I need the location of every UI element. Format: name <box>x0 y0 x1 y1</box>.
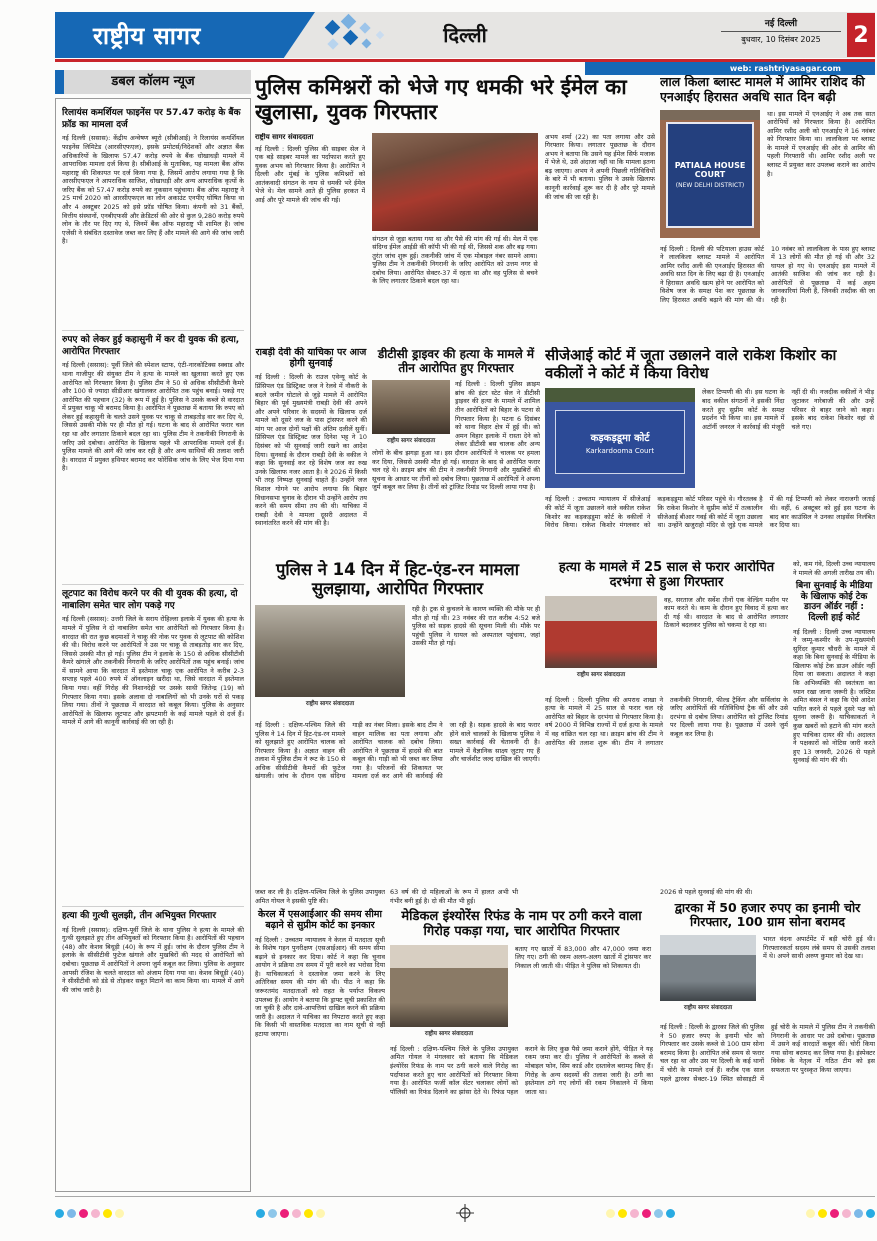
photo-karkardooma-court-sign <box>545 388 695 488</box>
sign-text: कड़कड़डूमा कोर्ट <box>590 432 650 444</box>
article-threat-emails <box>255 75 655 339</box>
article-headline: सीजेआई कोर्ट में जूता उछालने वाले राकेश किशोर का वकीलों ने कोर्ट में किया विरोध <box>545 347 837 382</box>
article-dtc-driver <box>372 347 540 553</box>
article-continuation: जब्त कर ली है। दक्षिण-पश्चिम जिले के पुलिस उपायुक्त अमित गोयल ने इसकी पुष्टि की। <box>255 888 385 905</box>
article-hit-and-run <box>255 560 540 880</box>
color-bar-dots <box>55 1209 124 1218</box>
article-headline: रिलायंस कमर्शियल फाइनेंस पर 57.47 करोड़ के बैंक फ्रॉड का मामला दर्ज <box>62 108 241 130</box>
article-headline: रुपए को लेकर हुई कहासुनी में कर दी युवक की हत्या, आरोपित गिरफ्तार <box>62 335 240 357</box>
photo-caption: राष्ट्रीय सागर संवाददाता <box>386 438 436 445</box>
sign-text: Karkardooma Court <box>585 446 655 455</box>
photo-police-team <box>372 133 537 231</box>
article-headline: द्वारका में 50 हजार रुपए का इनामी चोर गिरफ्तार, 100 ग्राम सोना बरामद <box>674 899 861 930</box>
masthead <box>55 12 875 74</box>
article-kerala-sir <box>255 888 385 1190</box>
article-body: नई दिल्ली : दिल्ली पुलिस की साइबर सेल ने एक बड़े साइबर मामले का पर्दाफाश करते हुए युवक अभय को गिरफ्तार किया है। आरोपित ने दिल्ली और मुंबई के पुलिस कमिश्नरों को आतंकवादी संगठन के नाम से धमकी भरे ईमेल भेजे थे। मेल सामने आते ही पुलिस हरकत में आई और पूरे मामले की जांच की गई। <box>255 144 366 204</box>
article-body: नई दिल्ली : दक्षिण-पश्चिम जिले की पुलिस ने 14 दिन में हिट-एंड-रन मामले को सुलझाते हुए आरोपित चालक को गिरफ्तार किया है। अज्ञात वाहन की तलाश में पुलिस टीम ने रूट के 150 से अधिक सीसीटीवी कैमरों की फुटेज खंगाली। जांच के दौरान एक संदिग्ध गाड़ी का नंबर मिला। इसके बाद टीम ने वाहन मालिक का पता लगाया और आरोपित चालक को दबोच लिया। आरोपित ने पूछताछ में हादसे की बात कबूल की। गाड़ी को भी जब्त कर लिया गया है। परिजनों की शिकायत पर मामला दर्ज कर आगे की कार्रवाई की जा रही है। सड़क हादसे के बाद फरार होने वाले चालकों के खिलाफ पुलिस ने सख्त कार्रवाई की चेतावनी दी है। मामले में वैज्ञानिक साक्ष्य जुटाए गए हैं और चार्जशीट जल्द दाखिल की जाएगी। <box>255 720 540 781</box>
article-headline: हत्या की गुत्थी सुलझी, तीन अभियुक्त गिरफ्तार <box>62 911 217 921</box>
article-headline: लाल किला ब्लास्ट मामले में आमिर राशिद की एनआईए हिरासत अवधि सात दिन बढ़ी <box>660 75 865 104</box>
court-sign-board <box>555 410 685 474</box>
photo-caption: राष्ट्रीय सागर संवाददाता <box>576 671 626 678</box>
registration-mark-icon <box>456 1204 474 1222</box>
article-headline: केरल में एसआईआर की समय सीमा बढ़ाने से सुप्रीम कोर्ट का इनकार <box>258 909 382 932</box>
main-headline: पुलिस कमिश्नरों को भेजे गए धमकी भरे ईमेल का खुलासा, युवक गिरफ्तार <box>255 75 627 124</box>
article-body: नई दिल्ली : दक्षिण-पश्चिम जिले के पुलिस उपायुक्त अमित गोयल ने मंगलवार को बताया कि मेडिकल इंश्योरेंस रिफंड के नाम पर ठगी करने वाले गिरोह का पर्दाफाश करते हुए चार आरोपितों को गिरफ्तार किया गया है। आरोपित फर्जी कॉल सेंटर चलाकर लोगों को पॉलिसी का रिफंड दिलाने का झांसा देते थे। रिफंड पहल कराने के लिए कुछ पैसे जमा कराने होंगे, पीड़ित ने यह रकम जमा कर दी। पुलिस ने आरोपितों के कब्जे से मोबाइल फोन, सिम कार्ड और दस्तावेज बरामद किए हैं। गिरोह के अन्य सदस्यों की तलाश जारी है। ठगी का इस्तेमाल ठगे गए लोगों की रकम निकालने में किया जाता था। <box>390 1044 653 1096</box>
photo-police-with-accused <box>255 605 405 697</box>
article-body: नई दिल्ली : उच्चतम न्यायालय में सीजेआई की कोर्ट में जूता उछालने वाले वकील राकेश किशोर का कड़कड़डूमा कोर्ट के वकीलों ने विरोध किया। राकेश किशोर मंगलवार को कड़कड़डूमा कोर्ट परिसर पहुंचे थे। गौरतलब है कि राकेश किशोर ने सुप्रीम कोर्ट में तत्कालीन सीजेआई बीआर गवई की कोर्ट में जूता उछाला था। उन्होंने खजुराहो मंदिर से जुड़े एक मामले में की गई टिप्पणी को लेकर नाराजगी जताई थी। वहीं, 6 अक्टूबर को हुई इस घटना के बाद बार काउंसिल ने उनका लाइसेंस निलंबित कर दिया था। <box>545 495 875 530</box>
left-column-box <box>55 98 251 1192</box>
article-body: नई दिल्ली (ससास): पूर्वी जिले की स्पेशल स्टाफ, एंटी-नारकोटिक्स स्क्वाड और थाना गाजीपुर की संयुक्त टीम ने हत्या के मामले का खुलासा करते हुए एक आरोपित को गिरफ्तार किया है। पुलिस टीम ने 50 से अधिक सीसीटीवी कैमरे और 100 से ज्यादा सीडीआर खंगालकर आरोपित तक पहुंच बनाई। पकड़े गए आरोपित की पहचान (32) के रूप में हुई है। पुलिस ने उसके कब्जे से वारदात में प्रयुक्त चाकू भी बरामद किया है। आरोपित ने पूछताछ में बताया कि रुपए को लेकर हुई कहासुनी के चलते उसने युवक पर चाकू से ताबड़तोड़ वार कर दिए थे, जिससे उसकी मौके पर ही मौत हो गई। घटना के बाद से आरोपित फरार चल रहा था और लगातार ठिकाने बदल रहा था। पुलिस टीम ने तकनीकी निगरानी के जरिए उसे दबोचा। आरोपित के खिलाफ पहले भी आपराधिक मामले दर्ज हैं। पुलिस मामले की आगे की जांच कर रही है और अन्य साथियों की तलाश जारी है। वारदात में प्रयुक्त हथियार बरामद कर फोरेंसिक जांच के लिए भेज दिया गया है। <box>62 361 244 473</box>
article-body: लेकर टिप्पणी की थी। इस घटना के बाद वकील संगठनों ने इसकी निंदा करते हुए सुप्रीम कोर्ट के समक्ष प्रदर्शन भी किया था। इस मामले में अटॉर्नी जनरल ने कार्रवाई की मंजूरी नहीं दी थी। नजदीक वकीलों ने भीड़ जुटाकर नारेबाजी की और उन्हें परिसर से बाहर जाने को कहा। इसके बाद राकेश किशोर वहां से चले गए। <box>702 388 874 431</box>
article-fugitive-darbhanga <box>545 560 788 880</box>
article-continuation: 2026 से पहले सुनवाई की मांग की थी। <box>660 888 753 896</box>
sign-text: (NEW DELHI DISTRICT) <box>675 181 745 189</box>
article-dwarka-gold-theft <box>660 888 875 1190</box>
section-title: दिल्ली <box>443 23 487 47</box>
photo-caption: राष्ट्रीय सागर संवाददाता <box>305 700 355 707</box>
article-body: नई दिल्ली : उच्चतम न्यायालय ने केरल में मतदाता सूची के विशेष गहन पुनरीक्षण (एसआईआर) की समय सीमा बढ़ाने से इनकार कर दिया। कोर्ट ने कहा कि चुनाव आयोग ने प्रक्रिया तय समय में पूरी करने का भरोसा दिया है। याचिकाकर्ता ने दस्तावेज जमा करने के लिए अतिरिक्त समय की मांग की थी। पीठ ने कहा कि जरूरतमंद मतदाताओं को राहत के पर्याप्त विकल्प उपलब्ध हैं। आयोग ने बताया कि ड्राफ्ट सूची प्रकाशित की जा चुकी है और दावे-आपत्तियां दाखिल करने की प्रक्रिया जारी है। अदालत ने याचिका का निपटारा करते हुए कहा कि किसी भी वास्तविक मतदाता का नाम सूची से नहीं हटाया जाएगा। <box>255 935 385 1038</box>
photo-arrested-accused <box>372 380 450 434</box>
photo-caption: राष्ट्रीय सागर संवाददाता <box>424 1030 474 1037</box>
photo-crime-branch-team <box>545 596 657 668</box>
article-body: नई दिल्ली : दिल्ली के द्वारका जिले की पुलिस ने 50 हजार रुपए के इनामी चोर को गिरफ्तार कर उसके कब्जे से 100 ग्राम सोना बरामद किया है। आरोपित लंबे समय से फरार चल रहा था और उस पर दिल्ली के कई थानों में चोरी के मामले दर्ज हैं। करीब एक साल पहले द्वारका सेक्टर-19 स्थित सोसाइटी में हुई चोरी के मामले में पुलिस टीम ने तकनीकी निगरानी के आधार पर उसे दबोचा। पूछताछ में उसने कई वारदातें कबूल कीं। चोरी किया गया सोना बरामद कर लिया गया है। इंस्पेक्टर विवेक के नेतृत्व में गठित टीम को इस सफलता पर पुरस्कृत किया जाएगा। <box>660 1023 875 1083</box>
article-headline: मेडिकल इंश्योरेंस रिफंड के नाम पर ठगी करने वाला गिरोह पकड़ा गया, चार आरोपित गिरफ्तार <box>401 909 642 940</box>
article-cji-shoe-protest <box>545 347 875 553</box>
article-body: संगठन से जुड़ा बताया गया था और पैसे की मांग की गई थी। मेल में एक संदिग्ध ईमेल आईडी की कॉपी भी की गई थी, जिससे शक और बढ़ गया। तुरंत जांच शुरू हुई। तकनीकी जांच में एक मोबाइल नंबर सामने आया। पुलिस टीम ने तकनीकी निगरानी के जरिए आरोपित को उत्तम नगर से दबोच लिया। आरोपित सेक्टर-37 में रहता था और वह पुलिस से बचने के लिए लगातार ठिकाने बदल रहा था। <box>372 234 538 286</box>
article-murder-mystery <box>62 906 244 1176</box>
article-headline: लूटपाट का विरोध करने पर की थी युवक की हत्या, दो नाबालिग समेत चार लोग पकड़े गए <box>62 589 238 611</box>
article-headline: हत्या के मामले में 25 साल से फरार आरोपित दरभंगा से हुआ गिरफ्तार <box>558 560 775 591</box>
article-continuation: 63 वर्ष की दो महिलाओं के रूप में हालत अभी भी गंभीर बनी हुई है। दो की मौत भी हुई। <box>390 888 518 905</box>
color-bar-dots <box>806 1209 875 1218</box>
article-body: नई दिल्ली : दिल्ली पुलिस की अपराध शाखा ने हत्या के मामले में 25 साल से फरार चल रहे आरोपित को बिहार के दरभंगा से गिरफ्तार किया है। वर्ष 2000 में विभिन्न राज्यों में दर्ज हत्या के मामले में वह वांछित चल रहा था। क्राइम ब्रांच की टीम ने आरोपित की तलाश शुरू की। टीम ने लगातार तकनीकी निगरानी, फील्ड ट्रैकिंग और सर्विलांस के जरिए आरोपितों की गतिविधियां ट्रैक कीं और उसे दरभंगा से दबोच लिया। आरोपित को ट्रांजिट रिमांड पर दिल्ली लाया गया है। पूछताछ में उसने जुर्म कबूल कर लिया है। <box>545 695 788 747</box>
article-quarrel-murder <box>62 330 244 580</box>
article-body: नई दिल्ली : दिल्ली के राउज एवेन्यू कोर्ट के प्रिंसिपल एंड डिस्ट्रिक्ट जज ने रेलवे में नौकरी के बदले जमीन घोटाले से जुड़े मामले में आरोपित बिहार की पूर्व मुख्यमंत्री राबड़ी देवी की अपने और अपने परिवार के सदस्यों के खिलाफ दर्ज मामले को दूसरे जज के पास ट्रांसफर करने की मांग पर आज दोनों पक्षों की अंतिम दलीलें सुनीं। प्रिंसिपल एंड डिस्ट्रिक्ट जज दिनेश भट्ट ने 10 दिसंबर को भी सुनवाई जारी रखने का आदेश दिया। सुनवाई के दौरान राबड़ी देवी के वकील ने कहा कि सुनवाई कर रहे विशेष जज का रुख उनके खिलाफ नजर आता है। वे 2026 में किसी भी तरह निष्पक्ष सुनवाई चाहते हैं। उन्होंने जज विशाल गोगने पर आरोप लगाया कि बिहार विधानसभा चुनाव के दौरान भी उन्होंने आरोप तय करने की समय सीमा तय की थी। याचिका में राबड़ी देवी ने मामला दूसरी अदालत में स्थानांतरित करने की मांग की है। <box>255 373 367 528</box>
website-strip: web: rashtriyasagar.com <box>585 62 875 75</box>
article-body: नई दिल्ली : दिल्ली की पटियाला हाउस कोर्ट ने लालकिला ब्लास्ट मामले में आरोपित आमिर रशीद अली की एनआईए हिरासत की अवधि सात दिन के लिए बढ़ा दी है। एनआईए ने हिरासत अवधि खत्म होने पर आरोपित को विशेष जज के समक्ष पेश कर पूछताछ के लिए हिरासत अवधि बढ़ाने की मांग की थी। 10 नवंबर को लालकिला के पास हुए ब्लास्ट में 13 लोगों की मौत हो गई थी और 32 घायल हो गए थे। एनआईए इस मामले में आतंकी साजिश की जांच कर रही है। आरोपितों से पूछताछ में कई अहम जानकारियां मिली हैं, जिनकी तस्दीक की जा रही है। <box>660 244 875 304</box>
edition-date: बुधवार, 10 दिसंबर 2025 <box>741 35 821 44</box>
article-body: अभय शर्मा (22) का पता लगाया और उसे गिरफ्तार किया। लगातार पूछताछ के दौरान अभय ने बताया कि उसने यह ईमेल सिर्फ मजाक में भेजे थे, उसे अंदाजा नहीं था कि मामला इतना बढ़ जाएगा। अभय ने अपनी पिछली गतिविधियों के बारे में भी बताया। पुलिस ने उसके खिलाफ कानूनी कार्रवाई शुरू कर दी है और पूरे मामले की जांच की जा रही है। <box>544 132 655 201</box>
page-number-badge: 2 <box>847 13 875 57</box>
color-bar-dots <box>606 1209 675 1218</box>
article-headline: डीटीसी ड्राइवर की हत्या के मामले में तीन आरोपित हुए गिरफ्तार <box>377 347 535 376</box>
article-bank-fraud <box>62 104 244 326</box>
article-body: नई दिल्ली : दिल्ली उच्च न्यायालय ने जम्मू-कश्मीर के उप-मुख्यमंत्री सुरिंदर कुमार चौधरी के मामले में कहा कि बिना सुनवाई के मीडिया के खिलाफ कोई टेक डाउन ऑर्डर नहीं दिया जा सकता। अदालत ने कहा कि अभिव्यक्ति की स्वतंत्रता का ध्यान रखा जाना जरूरी है। जस्टिस अमित बंसल ने कहा कि ऐसे आदेश पारित करने से पहले दूसरे पक्ष को सुनना जरूरी है। याचिकाकर्ता ने कुछ खबरों को हटाने की मांग करते हुए याचिका दायर की थी। अदालत ने पक्षकारों को नोटिस जारी करते हुए 13 जनवरी, 2026 से पहले सुनवाई की मांग की थी। <box>793 627 875 765</box>
article-body: नई दिल्ली (ससास): दक्षिण-पूर्वी जिले के थाना पुलिस ने हत्या के मामले की गुत्थी सुलझाते हुए तीन अभियुक्तों को गिरफ्तार किया है। आरोपितों की पहचान (48) और केशव बिधूड़ी (40) के रूप में हुई। जांच के दौरान पुलिस टीम ने इलाके के सीसीटीवी फुटेज खंगाले और मुखबिरों की मदद से आरोपितों को दबोचा। पूछताछ में आरोपितों ने अपना जुर्म कबूल कर लिया। पुलिस के अनुसार आपसी रंजिश के चलते वारदात को अंजाम दिया गया था। केशव बिधूड़ी (40) ने सीसीटीवी को डंडे से तोड़कर सबूत मिटाने का काम किया था। मामले में आगे की जांच जारी है। <box>62 925 244 994</box>
photo-patiala-house-court-sign <box>660 110 760 238</box>
photo-arrested-gang <box>390 945 508 1027</box>
article-body: बताए गए खातों में 83,000 और 47,000 जमा करा लिए गए। ठगी की रकम अलग-अलग खातों में ट्रांसफर कर निकाल ली जाती थी। पीड़ित ने पुलिस को शिकायत दी। <box>515 944 651 970</box>
color-bar-dots <box>256 1209 325 1218</box>
article-rabri-devi <box>255 347 367 553</box>
article-insurance-fraud <box>390 888 653 1190</box>
article-robbery-murder <box>62 584 244 902</box>
newspaper-logo: राष्ट्रीय सागर <box>93 22 201 50</box>
article-body: नई दिल्ली (ससास): केंद्रीय अन्वेषण ब्यूरो (सीबीआई) ने रिलायंस कमर्शियल फाइनेंस लिमिटेड (आरसीएफएल), इसके प्रमोटर्स/निदेशकों और अज्ञात बैंक अधिकारियों के खिलाफ 57.47 करोड़ रुपये के बैंक धोखाधड़ी मामले में आपराधिक मामला दर्ज किया है। सीबीआई के मुताबिक, यह मामला बैंक ऑफ महाराष्ट्र की शिकायत पर दर्ज किया गया है, जिसमें आरोप लगाया गया है कि आरसीएफएल ने आपराधिक साजिश, धोखाधड़ी और अन्य आपराधिक कृत्यों के जरिए बैंक को 57.47 करोड़ रुपये का नुकसान पहुंचाया। बैंक ऑफ महाराष्ट्र ने 25 मार्च 2020 को आरसीएफएल का लोन अकाउंट एनपीए घोषित किया था और 4 अक्टूबर 2025 को इसे फ्रॉड घोषित किया। कंपनी को 31 बैंकों, वित्तीय संस्थानों, एनबीएफसी और क्रेडिटर्स की ओर से कुल 9,280 करोड़ रुपये लोन के तौर पर दिए गए थे, जिनमें बैंक ऑफ महाराष्ट्र भी शामिल है। जांच एजेंसी ने संबंधित दस्तावेज जब्त कर लिए हैं और मामले की आगे की जांच जारी है। <box>62 134 244 246</box>
article-body: भारत वंदना अपार्टमेंट में बड़ी चोरी हुई थी। गिरफ्तारकर्ता सदस्य लंबे समय से उसकी तलाश में थे। अपने साथी अरुण कुमार को देख था। <box>763 935 875 961</box>
article-body: नई दिल्ली : दिल्ली पुलिस क्राइम ब्रांच की इंटर स्टेट सेल ने डीटीसी ड्राइवर की हत्या के मामले में शामिल तीन आरोपितों को बिहार के पटना से गिरफ्तार किया है। पटना 6 दिसंबर को थाना विहार क्षेत्र में हुई थी। को अमन विहार इलाके में रास्ता देने को लेकर डीटीसी बस चालक और अन्य लोगों के बीच झगड़ा हुआ था। इस दौरान आरोपितों ने चालक पर हमला कर दिया, जिससे उसकी मौत हो गई। वारदात के बाद से आरोपित फरार चल रहे थे। क्राइम ब्रांच की टीम ने तकनीकी निगरानी और मुखबिरों की सूचना के आधार पर तीनों को दबोच लिया। पूछताछ में आरोपितों ने अपना जुर्म कबूल कर लिया है। तीनों को ट्रांजिट रिमांड पर दिल्ली लाया गया है। <box>372 380 540 492</box>
court-sign-board <box>666 122 754 228</box>
article-body: वह, सरताज और सर्वेश तीनों एक वेल्डिंग मशीन पर काम करते थे। काम के दौरान हुए विवाद में हत्या कर दी गई थी। वारदात के बाद से आरोपित लगातार ठिकाने बदलकर पुलिस को चकमा दे रहा था। <box>664 595 788 630</box>
article-no-takedown-order <box>793 560 875 880</box>
article-body: नई दिल्ली (ससास): उत्तरी जिले के सराय रोहिल्ला इलाके में युवक की हत्या के मामले में पुलिस ने दो नाबालिग समेत चार आरोपितों को गिरफ्तार किया है। वारदात की रात कुछ बदमाशों ने चाकू की नोक पर युवक से लूटपाट की कोशिश की थी। विरोध करने पर आरोपितों ने उस पर चाकू से ताबड़तोड़ वार कर दिए, जिससे उसकी मौत हो गई। पुलिस टीम ने इलाके के 150 से अधिक सीसीटीवी कैमरे खंगाले और तकनीकी निगरानी के जरिए आरोपितों तक पहुंच बनाई। जांच में सामने आया कि वारदात में इस्तेमाल चाकू एक आरोपित ने करीब 2-3 सप्ताह पहले 400 रुपये में ऑनलाइन खरीदा था, जिसे वारदात में इस्तेमाल किया गया। वहीं गिरोह की निशानदेही पर उसके साथी जितेन्द्र (19) को गिरफ्तार किया गया। इसके अलावा दो नाबालिगों को भी उनके घरों से पकड़ लिया गया। तीनों ने पूछताछ में वारदात को कबूल किया। पुलिस के अनुसार आरोपितों के खिलाफ लूटपाट और झपटमारी के कई मामले पहले से दर्ज हैं। मामले में आगे की कानूनी कार्रवाई की जा रही है। <box>62 615 244 727</box>
left-column-header: डबल कॉलम न्यूज <box>55 70 251 94</box>
article-red-fort-blast <box>660 75 875 341</box>
masthead-band <box>55 12 875 58</box>
edition-city: नई दिल्ली <box>721 16 841 32</box>
photo-caption: राष्ट्रीय सागर संवाददाता <box>683 1005 733 1012</box>
sign-text: PATIALA HOUSE COURT <box>674 160 746 179</box>
article-headline: राबड़ी देवी की याचिका पर आज होगी सुनवाई <box>255 347 367 370</box>
article-body: रही है। ट्रक से कुचलने के कारण व्यक्ति की मौके पर ही मौत हो गई थी। 23 नवंबर की रात करीब 4:52 बजे पुलिस को सड़क हादसे की सूचना मिली थी। मौके पर पहुंची पुलिस ने घायल को अस्पताल पहुंचाया, जहां उसकी मौत हो गई। <box>412 604 540 648</box>
article-headline: पुलिस ने 14 दिन में हिट-एंड-रन मामला सुलझाया, आरोपित गिरफ्तार <box>275 560 519 599</box>
edition-date-block <box>721 16 841 45</box>
article-headline: बिना सुनवाई के मीडिया के खिलाफ कोई टेक डाउन ऑर्डर नहीं : दिल्ली हाई कोर्ट <box>795 581 873 623</box>
article-continuation: को, कम गंवे, दिल्ली उच्च न्यायालय ने मामले की अगली तारीख तय की। <box>793 560 875 577</box>
photo-police-with-thief <box>660 935 756 1001</box>
print-footer <box>55 1196 875 1222</box>
article-body: था। इस मामले में एनआईए ने अब तक सात आरोपियों को गिरफ्तार किया है। आरोपित आमिर रशीद अली को एनआईए ने 16 नवंबर को गिरफ्तार किया था। लालकिला पर ब्लास्ट के मामले में एनआईए की ओर से आमिर की पहली गिरफ्तारी थी। आमिर रशीद अली पर ब्लास्ट में प्रयुक्त कार उपलब्ध कराने का आरोप है। <box>767 109 875 178</box>
byline: राष्ट्रीय सागर संवाददाता <box>255 132 314 141</box>
